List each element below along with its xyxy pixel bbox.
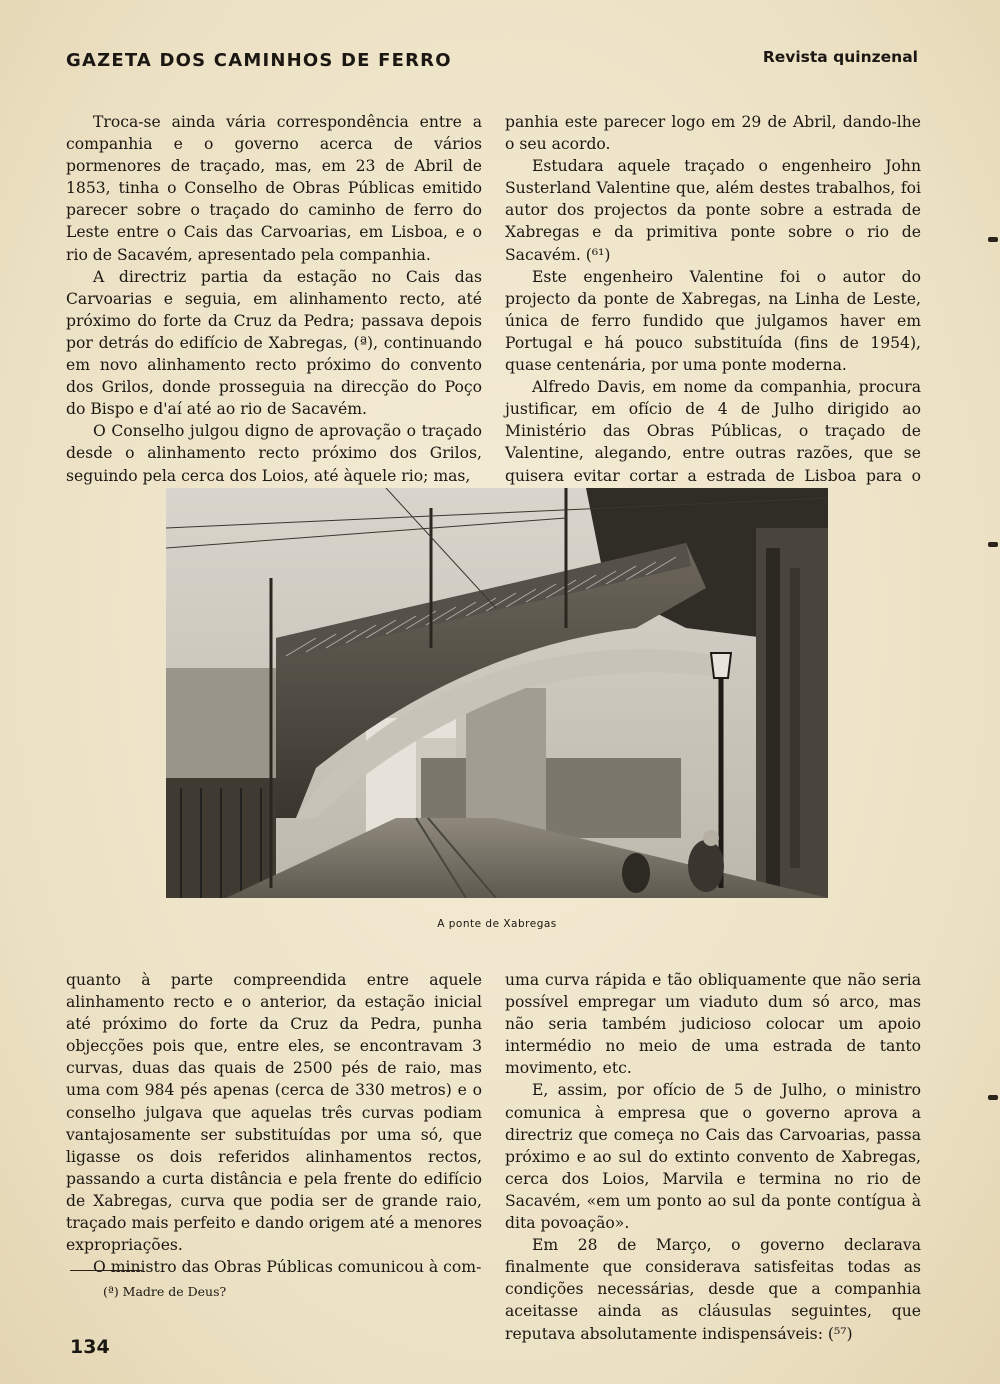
paragraph: uma curva rápida e tão obliquamente que não seria possível empregar um viaduto dum só arco, mas não seria também judicioso colocar um apoio intermédio no meio de uma estrada de tanto movimento, etc. — [505, 971, 921, 1078]
magazine-subtitle: Revista quinzenal — [762, 48, 918, 66]
photo-caption: A ponte de Xabregas — [437, 918, 557, 930]
magazine-title: GAZETA DOS CAMINHOS DE FERRO — [66, 50, 452, 71]
paragraph: E, assim, por ofício de 5 de Julho, o ministro comunica à empresa que o governo aprova a directriz que começa no Cais das Carvoarias, passa próximo e ao sul do extinto convento de Xabregas, cerca dos Loios, Marvila e termina no rio de Sacavém, «em um ponto ao sul da ponte contígua à dita povoação». — [505, 1081, 921, 1233]
column-left-bottom — [66, 969, 482, 1278]
paragraph: Troca-se ainda vária correspondência entre a companhia e o governo acerca de vários pormenores de traçado, mas, em 23 de Abril de 1853, tinha o Conselho de Obras Públicas emitido parecer sobre o traçado do caminho de ferro do Leste entre o Cais das Carvoarias, em Lisboa, e o rio de Sacavém, apresentado pela companhia. — [66, 113, 482, 264]
paragraph: A directriz partia da estação no Cais das Carvoarias e seguia, em alinhamento recto, até próximo do forte da Cruz da Pedra; passava depois por detrás do edifício de Xabregas, (ª), continuando em novo alinhamento recto próximo do convento dos Grilos, donde prosseguia na direcção do Poço do Bispo e d'aí até ao rio de Sacavém. — [66, 267, 482, 419]
bridge-photograph — [166, 488, 828, 898]
column-left-top — [66, 111, 482, 487]
page-number: 134 — [70, 1336, 110, 1358]
running-header — [66, 50, 918, 76]
footnote: (ª) Madre de Deus? — [103, 1284, 227, 1299]
paragraph: O ministro das Obras Públicas comunicou à com- — [93, 1258, 482, 1277]
margin-mark — [988, 1095, 998, 1100]
column-right-bottom — [505, 969, 921, 1345]
paragraph: O Conselho julgou digno de aprovação o traçado desde o alinhamento recto próximo dos Grilos, seguindo pela cerca dos Loios, até àquele rio; mas, — [66, 422, 482, 485]
footnote-rule — [70, 1270, 142, 1271]
paragraph: Em 28 de Março, o governo declarava finalmente que considerava satisfeitas todas as condições necessárias, desde que a companhia aceitasse ainda as cláusulas seguintes, que reputava absolutamente indispensáveis: (⁵⁷) — [505, 1236, 921, 1343]
paragraph: Este engenheiro Valentine foi o autor do projecto da ponte de Xabregas, na Linha de Leste, única de ferro fundido que julgamos haver em Portugal e há pouco substituída (fins de 1954), quase centenária, por uma ponte moderna. — [505, 267, 921, 375]
paragraph: Alfredo Davis, em nome da companhia, procura justificar, em ofício de 4 de Julho dirigido ao Ministério das Obras Públicas, o traçado de Valentine, alegando, entre outras razões, que se quisera evitar cortar a estrada de Lisboa para o — [505, 378, 921, 485]
paragraph: panhia este parecer logo em 29 de Abril, dando-lhe o seu acordo. — [505, 113, 921, 154]
paragraph: quanto à parte compreendida entre aquele alinhamento recto e o anterior, da estação inicial até próximo do forte da Cruz da Pedra, punha objecções pois que, entre eles, se encontravam 3 curvas, duas das quais de 2500 pés de raio, mas uma com 984 pés apenas (cerca de 330 metros) e o conselho julgava que aquelas três curvas podiam vantajosamente ser substituídas por uma só, que ligasse os dois referidos alinhamentos rectos, passando a curta distância e pela frente do edifício de Xabregas, curva que podia ser de grande raio, traçado mais perfeito e dando origem até a menores expropriações. — [66, 971, 482, 1255]
column-right-top — [505, 111, 921, 509]
margin-mark — [988, 237, 998, 242]
margin-mark — [988, 542, 998, 547]
paragraph: Estudara aquele traçado o engenheiro John Susterland Valentine que, além destes trabalhos, foi autor dos projectos da ponte sobre a estrada de Xabregas e da primitiva ponte sobre o rio de Sacavém. (⁶¹) — [505, 157, 921, 264]
